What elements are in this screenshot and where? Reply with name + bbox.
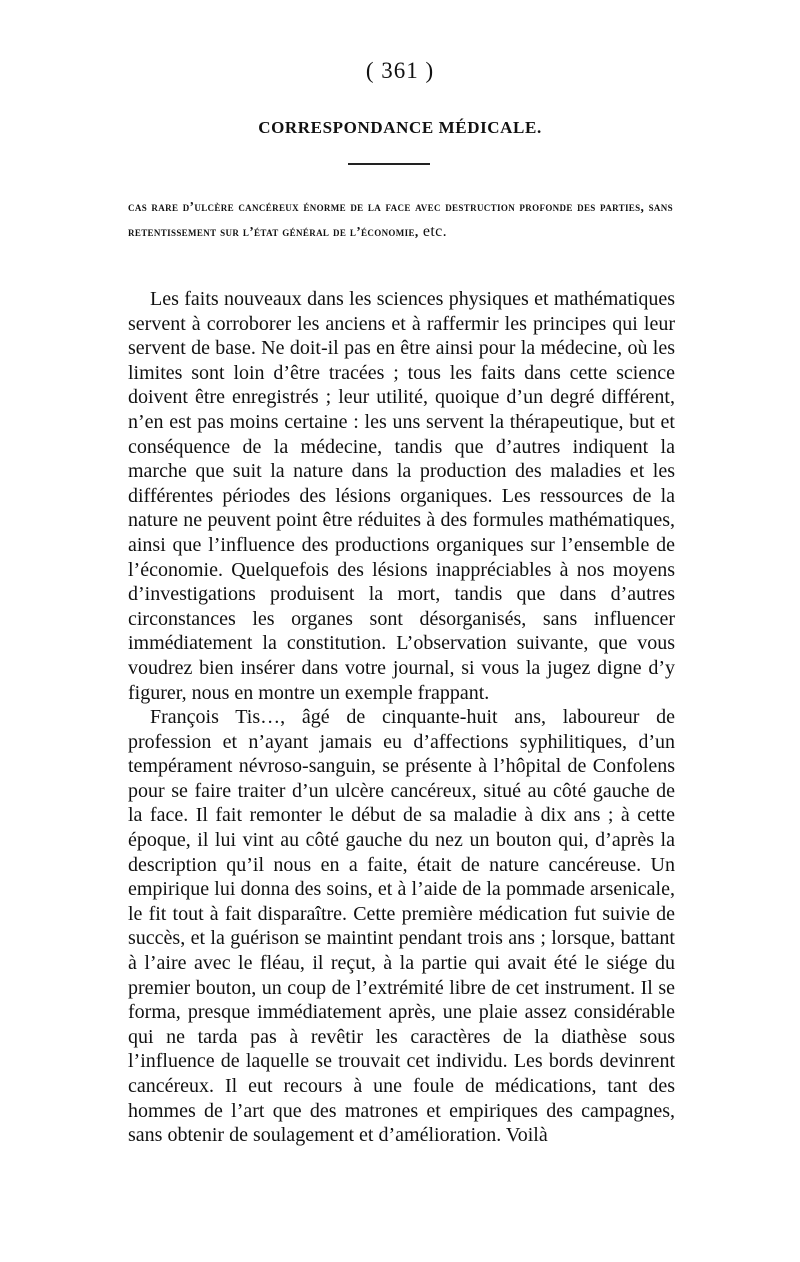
paragraph-1: Les faits nouveaux dans les sciences physiques et mathématiques servent à corroborer les anciens et à raffermir les principes qui leur servent de base. Ne doit-il pas en être ainsi pour la médecine, où les limites sont loin d’être tracées ; tous les faits dans cette science doivent être enregistrés ; leur utilité, quoique d’un degré différent, n’en est pas moins certaine : les uns servent la thérapeutique, but et conséquence de la médecine, tandis que d’autres indiquent la marche que suit la nature dans la production des maladies et les différentes périodes des lésions organiques. Les ressources de la nature ne peuvent point être réduites à des formules mathématiques, ainsi que l’influence des productions organiques sur l’ensemble de l’économie. Quelquefois des lésions inappréciables à nos moyens d’investigations produisent la mort, tandis que dans d’autres circonstances les organes sont désorganisés, sans influencer immédiatement la constitution. L’observation suivante, que vous voudrez bien insérer dans votre journal, si vous la jugez digne d’y figurer, nous en montre un exemple frappant. xyxy=(128,288,675,704)
section-title: CORRESPONDANCE MÉDICALE. xyxy=(258,118,542,137)
case-heading xyxy=(128,194,673,244)
case-heading-text: cas rare d’ulcère cancéreux énorme de la face avec destruction profonde des parties, sans retentissement sur l’état général de l’économie, xyxy=(128,199,673,239)
title-rule xyxy=(348,163,430,165)
case-heading-etc: etc. xyxy=(418,223,447,240)
body-text xyxy=(128,287,675,1148)
paragraph-2: François Tis…, âgé de cinquante-huit ans, laboureur de profession et n’ayant jamais eu d’affections syphilitiques, d’un tempérament névroso-sanguin, se présente à l’hôpital de Confolens pour se faire traiter d’un ulcère cancéreux, situé au côté gauche de la face. Il fait remonter le début de sa maladie à dix ans ; à cette époque, il lui vint au côté gauche du nez un bouton qui, d’après la description qu’il nous en a faite, était de nature cancéreuse. Un empirique lui donna des soins, et à l’aide de la pommade arsenicale, le fit tout à fait disparaître. Cette première médication fut suivie de succès, et la guérison se maintint pendant trois ans ; lorsque, battant à l’aire avec le fléau, il reçut, à la partie qui avait été le siége du premier bouton, un coup de l’extrémité libre de cet instrument. Il se forma, presque immédiatement après, une plaie assez considérable qui ne tarda pas à revêtir les caractères de la diathèse sous l’influence de laquelle se trouvait cet individu. Les bords devinrent cancéreux. Il eut recours à une foule de médications, tant des hommes de l’art que des matrones et empiriques des campagnes, sans obtenir de soulagement et d’amélioration. Voilà xyxy=(128,706,675,1147)
page-number: ( 361 ) xyxy=(365,58,435,83)
